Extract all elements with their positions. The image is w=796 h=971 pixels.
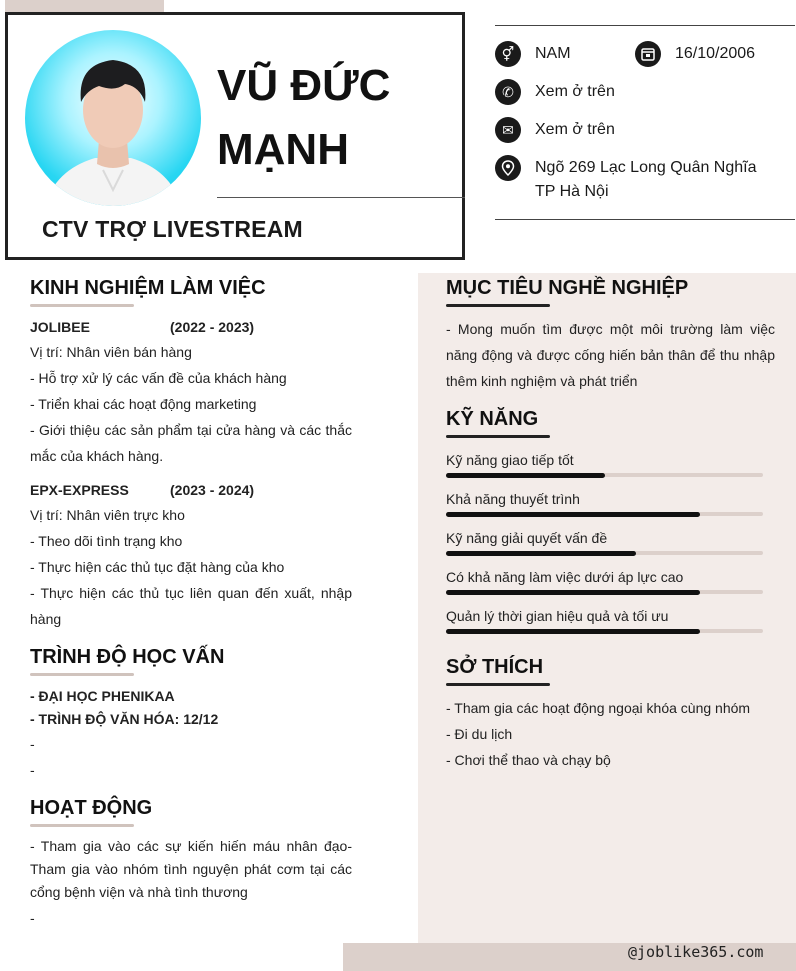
skill-bar-track — [446, 551, 763, 555]
skill-label: Quản lý thời gian hiệu quả và tối ưu — [446, 608, 669, 624]
candidate-name-line2: MẠNH — [217, 125, 349, 174]
objective-underline — [446, 304, 550, 307]
education-item-4: - — [30, 762, 35, 778]
skill-bar-track — [446, 473, 763, 477]
activities-text: - Tham gia vào các sự kiến hiến máu nhân đạo- Tham gia vào nhóm tình nguyện phát cơm tại các cổng bệnh viện và nhà tình thương — [30, 838, 352, 900]
objective-text: - Mong muốn tìm được một môi trường làm việc năng động và được cống hiến bản thân để thu nhập thêm kinh nghiệm và phát triển — [446, 321, 775, 389]
education-item-3: - — [30, 736, 35, 752]
job1-duty-1: - Hỗ trợ xử lý các vấn đề của khách hàng — [30, 370, 287, 386]
hobby-item-2: - Đi du lịch — [446, 726, 513, 742]
job2-duty-2: - Thực hiện các thủ tục đặt hàng của kho — [30, 559, 285, 575]
job-title: CTV TRỢ LIVESTREAM — [42, 216, 303, 242]
activities-title: HOẠT ĐỘNG — [30, 797, 153, 819]
email-icon: ✉ — [495, 117, 521, 143]
education-item-2: - TRÌNH ĐỘ VĂN HÓA: 12/12 — [30, 711, 219, 727]
candidate-name — [217, 54, 457, 182]
skill-label: Kỹ năng giải quyết vấn đề — [446, 530, 608, 546]
activities-underline — [30, 824, 134, 827]
address-line1: Ngõ 269 Lạc Long Quân Nghĩa — [535, 159, 757, 176]
job2-position: Vị trí: Nhân viên trực kho — [30, 507, 185, 523]
experience-underline — [30, 304, 134, 307]
skill-bar-track — [446, 512, 763, 516]
job2-period: (2023 - 2024) — [170, 482, 255, 498]
job2-duty-1: - Theo dõi tình trạng kho — [30, 533, 183, 549]
skill-bar-fill — [446, 512, 700, 517]
calendar-icon — [635, 41, 661, 67]
hobbies-underline — [446, 683, 550, 686]
skill-label: Khả năng thuyết trình — [446, 491, 580, 507]
skill-bar-track — [446, 629, 763, 633]
hobbies-title: SỞ THÍCH — [446, 656, 544, 678]
job1-duty-3: - Giới thiệu các sản phẩm tại cửa hàng và các thắc mắc của khách hàng. — [30, 422, 352, 464]
address-value — [535, 156, 757, 204]
birthdate-value: 16/10/2006 — [675, 45, 756, 62]
job1-position: Vị trí: Nhân viên bán hàng — [30, 344, 192, 360]
info-bottom-divider — [495, 219, 795, 220]
skill-label: Kỹ năng giao tiếp tốt — [446, 452, 574, 468]
job1-company: JOLIBEE — [30, 319, 90, 335]
info-top-divider — [495, 25, 795, 26]
skill-label: Có khả năng làm việc dưới áp lực cao — [446, 569, 684, 585]
skill-bar-fill — [446, 473, 605, 478]
footer-credit: @joblike365.com — [628, 943, 764, 961]
gender-icon: ⚥ — [495, 41, 521, 67]
activities-extra: - — [30, 910, 35, 926]
email-value: Xem ở trên — [535, 121, 615, 138]
skill-bar-fill — [446, 551, 636, 556]
job1-duty-2: - Triển khai các hoạt động marketing — [30, 396, 257, 412]
name-divider — [217, 197, 465, 198]
experience-title: KINH NGHIỆM LÀM VIỆC — [30, 277, 266, 299]
avatar — [25, 30, 201, 206]
objective-title: MỤC TIÊU NGHỀ NGHIỆP — [446, 277, 689, 299]
candidate-name-line1: VŨ ĐỨC — [217, 61, 391, 110]
avatar-portrait — [25, 30, 201, 206]
job2-duty-3: - Thực hiện các thủ tục liên quan đến xuất, nhập hàng — [30, 585, 352, 627]
skill-bar-fill — [446, 590, 700, 595]
education-item-1: - ĐẠI HỌC PHENIKAA — [30, 688, 175, 704]
gender-value: NAM — [535, 45, 571, 62]
education-title: TRÌNH ĐỘ HỌC VẤN — [30, 646, 225, 668]
skills-title: KỸ NĂNG — [446, 408, 539, 430]
hobby-item-3: - Chơi thể thao và chạy bộ — [446, 752, 611, 768]
phone-icon: ✆ — [495, 79, 521, 105]
phone-value: Xem ở trên — [535, 83, 615, 100]
skill-bar-fill — [446, 629, 700, 634]
job1-period: (2022 - 2023) — [170, 319, 255, 335]
education-underline — [30, 673, 134, 676]
location-icon — [495, 155, 521, 181]
address-line2: TP Hà Nội — [535, 183, 609, 200]
hobby-item-1: - Tham gia các hoạt động ngoại khóa cùng nhóm — [446, 700, 751, 716]
job2-company: EPX-EXPRESS — [30, 482, 129, 498]
skill-bar-track — [446, 590, 763, 594]
skills-underline — [446, 435, 550, 438]
